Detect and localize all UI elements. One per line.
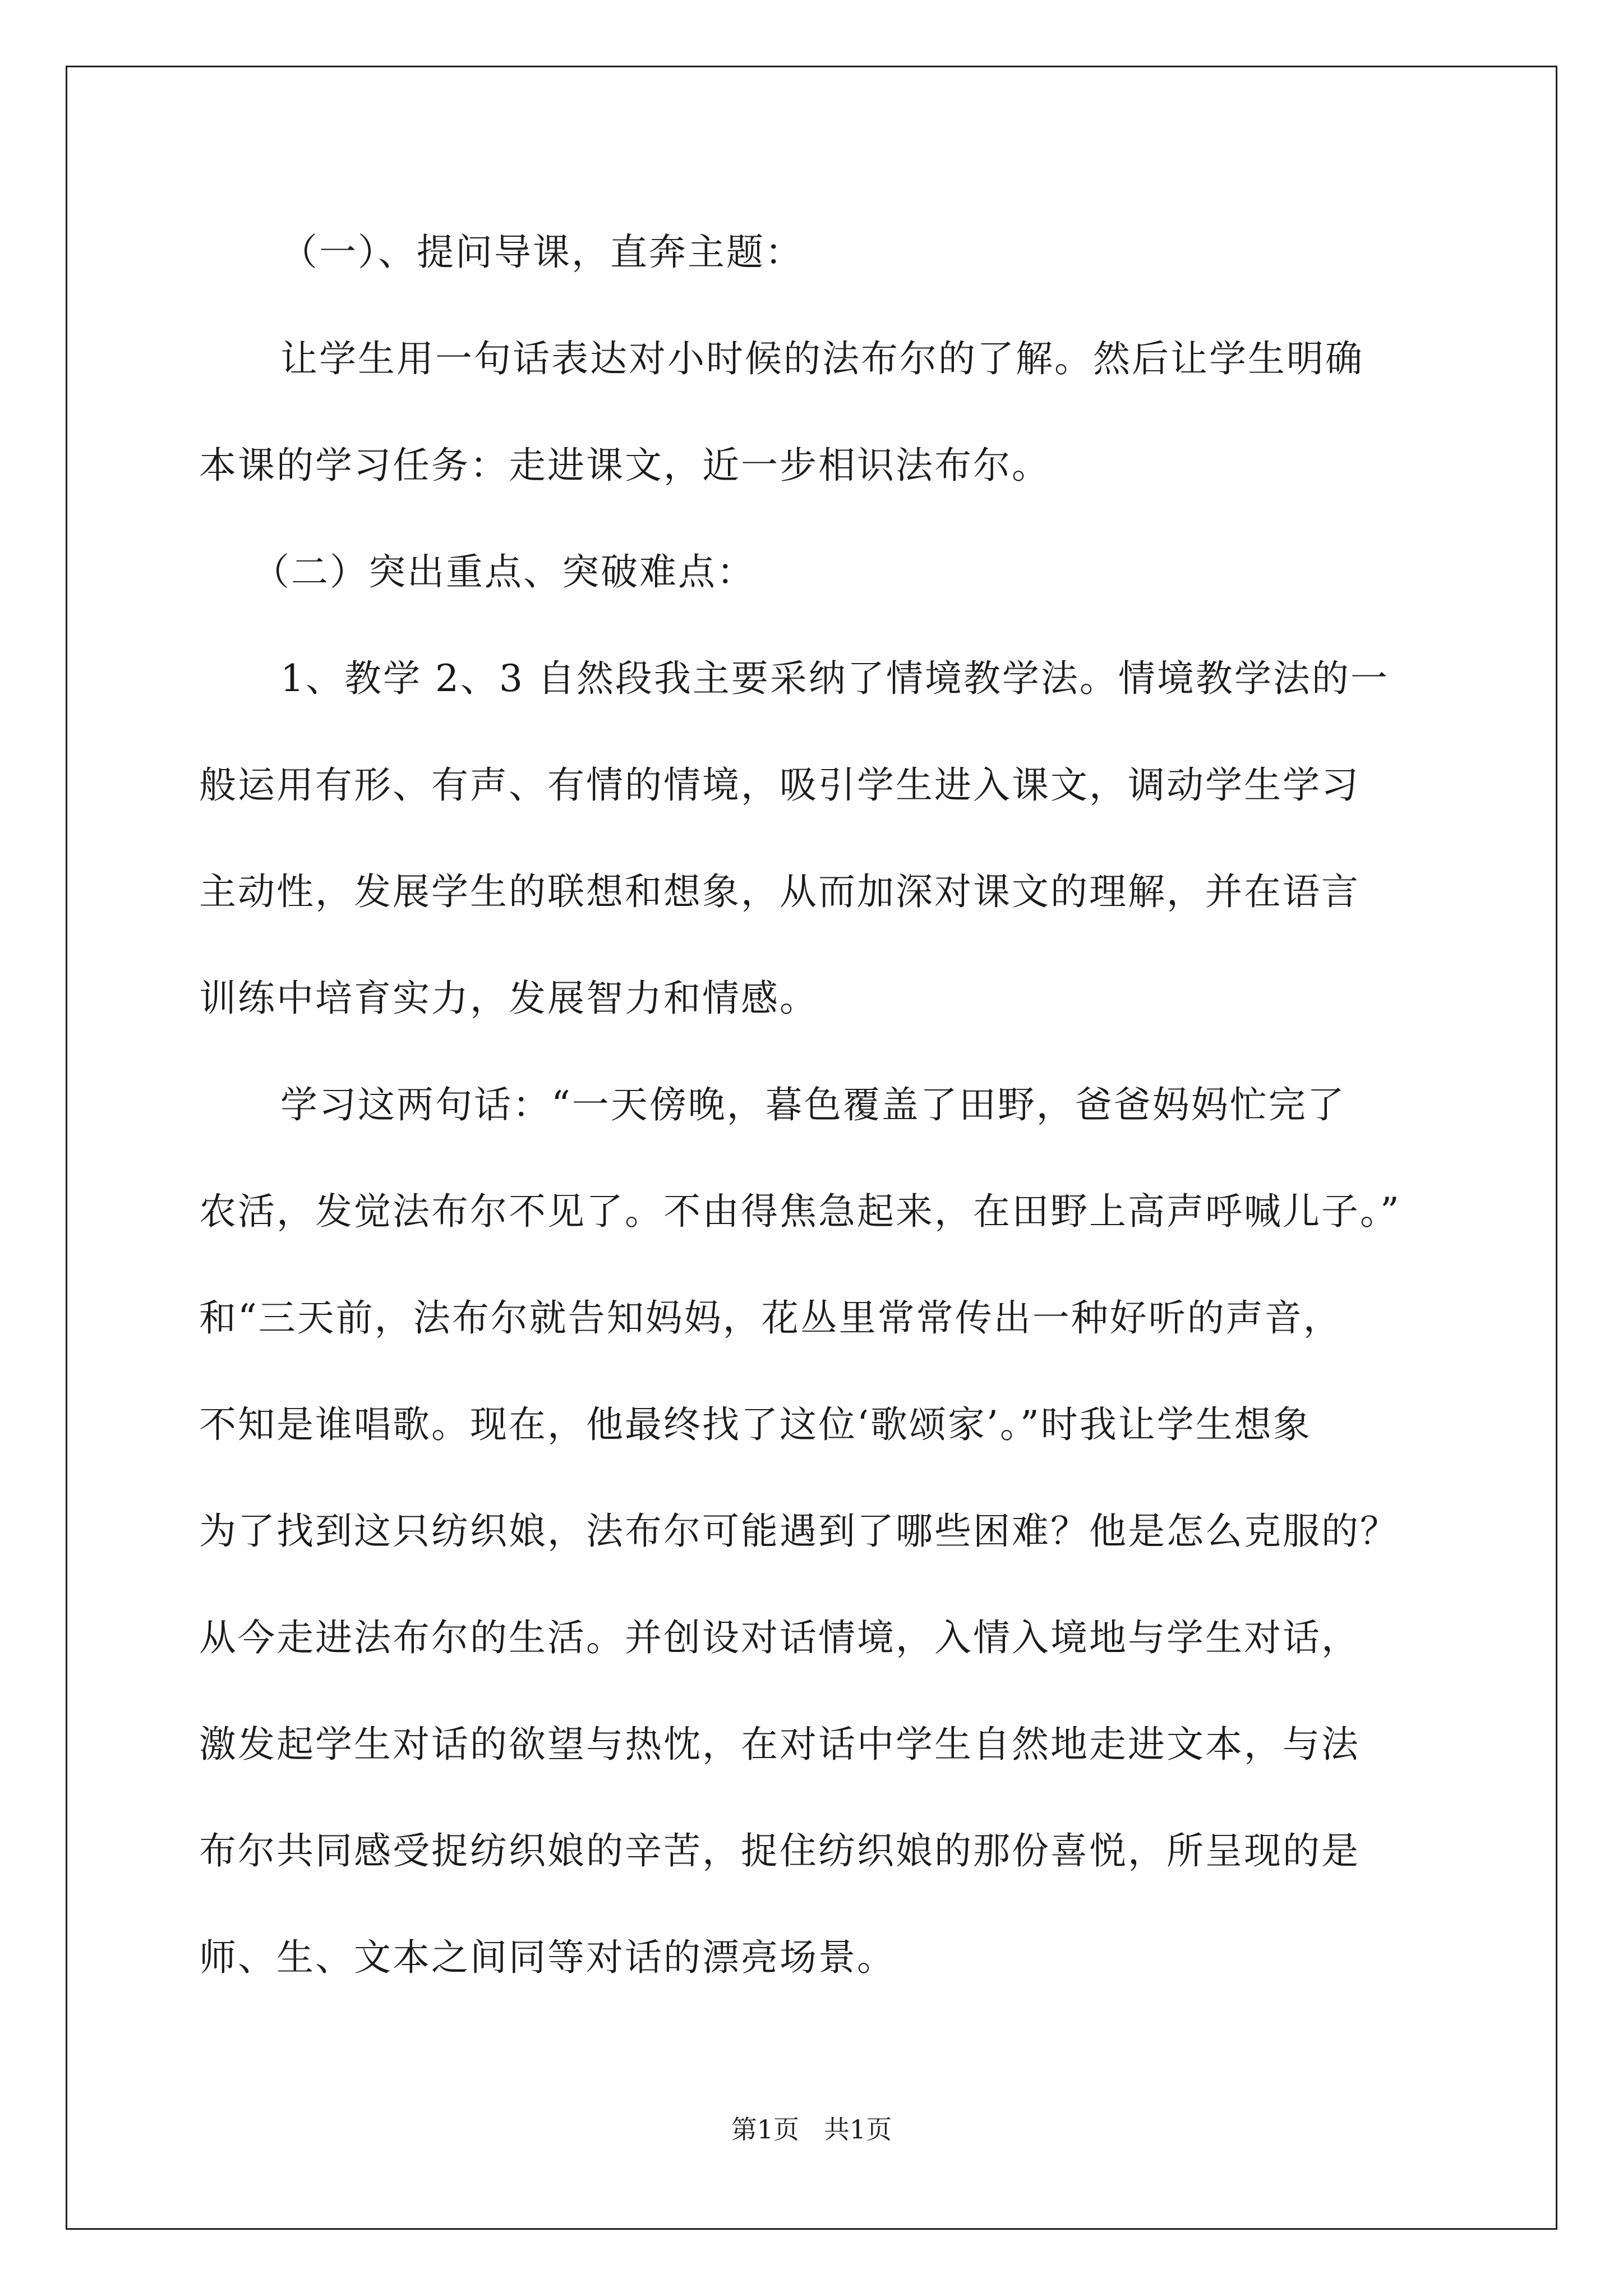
paragraph-line: 和“三天前，法布尔就告知妈妈，花丛里常常传出一种好听的声音， [199, 1296, 1342, 1340]
paragraph-line: 本课的学习任务：走进课文，近一步相识法布尔。 [199, 444, 1050, 487]
paragraph-line: 激发起学生对话的欲望与热忱，在对话中学生自然地走进文本，与法 [199, 1723, 1360, 1766]
paragraph-line: 从今走进法布尔的生活。并创设对话情境，入情入境地与学生对话， [199, 1616, 1360, 1659]
heading-section-2: （二）突出重点、突破难点： [252, 550, 755, 593]
paragraph-line: 学习这两句话：“一天傍晚，暮色覆盖了田野，爸爸妈妈忙完了 [280, 1083, 1346, 1126]
paragraph-line: 师、生、文本之间同等对话的漂亮场景。 [199, 1936, 896, 1979]
paragraph-line: 1、教学 2、3 自然段我主要采纳了情境教学法。情境教学法的一 [280, 657, 1389, 700]
paragraph-line: 布尔共同感受捉纺织娘的辛苦，捉住纺织娘的那份喜悦，所呈现的是 [199, 1829, 1360, 1872]
paragraph-line: 般运用有形、有声、有情的情境，吸引学生进入课文，调动学生学习 [199, 763, 1360, 807]
paragraph-line: 不知是谁唱歌。现在，他最终找了这位‘歌颂家’。”时我让学生想象 [199, 1403, 1312, 1446]
paragraph-line: 农活，发觉法布尔不见了。不由得焦急起来，在田野上高声呼喊儿子。” [199, 1190, 1401, 1233]
heading-section-1: （一）、提问导课，直奔主题： [280, 231, 804, 274]
paragraph-line: 让学生用一句话表达对小时候的法布尔的了解。然后让学生明确 [280, 337, 1364, 380]
paragraph-line: 主动性，发展学生的联想和想象，从而加深对课文的理解，并在语言 [199, 870, 1360, 913]
page-border [66, 66, 1557, 2230]
paragraph-line: 训练中培育实力，发展智力和情感。 [199, 977, 818, 1020]
paragraph-line: 为了找到这只纺织娘，法布尔可能遇到了哪些困难？他是怎么克服的？ [199, 1510, 1399, 1553]
page-number-footer: 第1页 共1页 [731, 2114, 892, 2145]
